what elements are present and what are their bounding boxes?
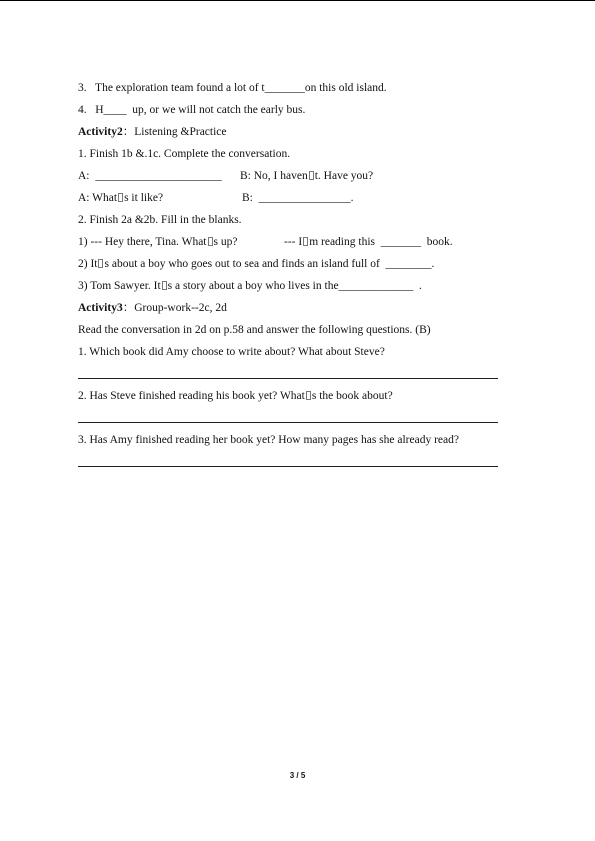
missing-glyph-box — [162, 281, 167, 290]
activity3-title: ：Group-work--2c, 2d — [122, 302, 227, 314]
missing-glyph-box — [208, 237, 213, 246]
missing-glyph-box — [309, 171, 314, 180]
conversation-a2-part2: s it like? — [124, 192, 164, 204]
fill-blank-1-reply-part1: --- I — [284, 236, 303, 248]
question-2 — [78, 389, 393, 403]
conversation-a2 — [78, 191, 163, 205]
question-1: 1. Which book did Amy choose to write about? What about Steve? — [78, 346, 385, 358]
answer-line-2 — [78, 422, 498, 423]
fill-blank-3 — [78, 279, 422, 293]
fill-blank-1-reply-part2: m reading this _______ book. — [309, 236, 453, 248]
missing-glyph-box — [303, 237, 308, 246]
conversation-b1-part2: t. Have you? — [314, 170, 374, 182]
conversation-a1: A: ______________________ — [78, 170, 222, 182]
fill-blank-2 — [78, 257, 434, 271]
fill-blank-1-reply — [284, 235, 453, 249]
missing-glyph-box — [118, 193, 123, 202]
header-rule — [0, 0, 595, 1]
answer-line-1 — [78, 378, 498, 379]
fill-blank-1-part1: 1) --- Hey there, Tina. What — [78, 236, 207, 248]
fill-blank-3-part1: 3) Tom Sawyer. It — [78, 280, 161, 292]
instruction-2a: 2. Finish 2a &2b. Fill in the blanks. — [78, 214, 242, 226]
exercise-line-3: 3. The exploration team found a lot of t_______on this old island. — [78, 82, 387, 94]
activity2-heading — [78, 125, 227, 139]
fill-blank-1-part2: s up? — [213, 236, 238, 248]
activity3-label: Activity3 — [78, 302, 123, 314]
question-2-part1: 2. Has Steve finished reading his book yet? What — [78, 390, 305, 402]
instruction-2d: Read the conversation in 2d on p.58 and answer the following questions. (B) — [78, 324, 431, 336]
fill-blank-2-part1: 2) It — [78, 258, 98, 270]
conversation-a2-part1: A: What — [78, 192, 118, 204]
answer-line-3 — [78, 466, 498, 467]
question-3: 3. Has Amy finished reading her book yet? How many pages has she already read? — [78, 434, 459, 446]
activity2-title: ：Listening &Practice — [122, 126, 227, 138]
conversation-b1 — [240, 169, 373, 183]
conversation-b2: B: ________________. — [242, 192, 354, 204]
activity2-label: Activity2 — [78, 126, 123, 138]
question-2-part2: s the book about? — [311, 390, 393, 402]
activity3-heading — [78, 301, 227, 315]
page-number: 3 / 5 — [289, 771, 306, 780]
fill-blank-2-part2: s about a boy who goes out to sea and finds an island full of ________. — [104, 258, 435, 270]
exercise-line-4: 4. H____ up, or we will not catch the early bus. — [78, 104, 306, 116]
missing-glyph-box — [306, 391, 311, 400]
fill-blank-3-part2: s a story about a boy who lives in the_____________ . — [167, 280, 422, 292]
fill-blank-1 — [78, 235, 237, 249]
conversation-b1-part1: B: No, I haven — [240, 170, 308, 182]
instruction-1b: 1. Finish 1b &.1c. Complete the conversation. — [78, 148, 291, 160]
missing-glyph-box — [98, 259, 103, 268]
